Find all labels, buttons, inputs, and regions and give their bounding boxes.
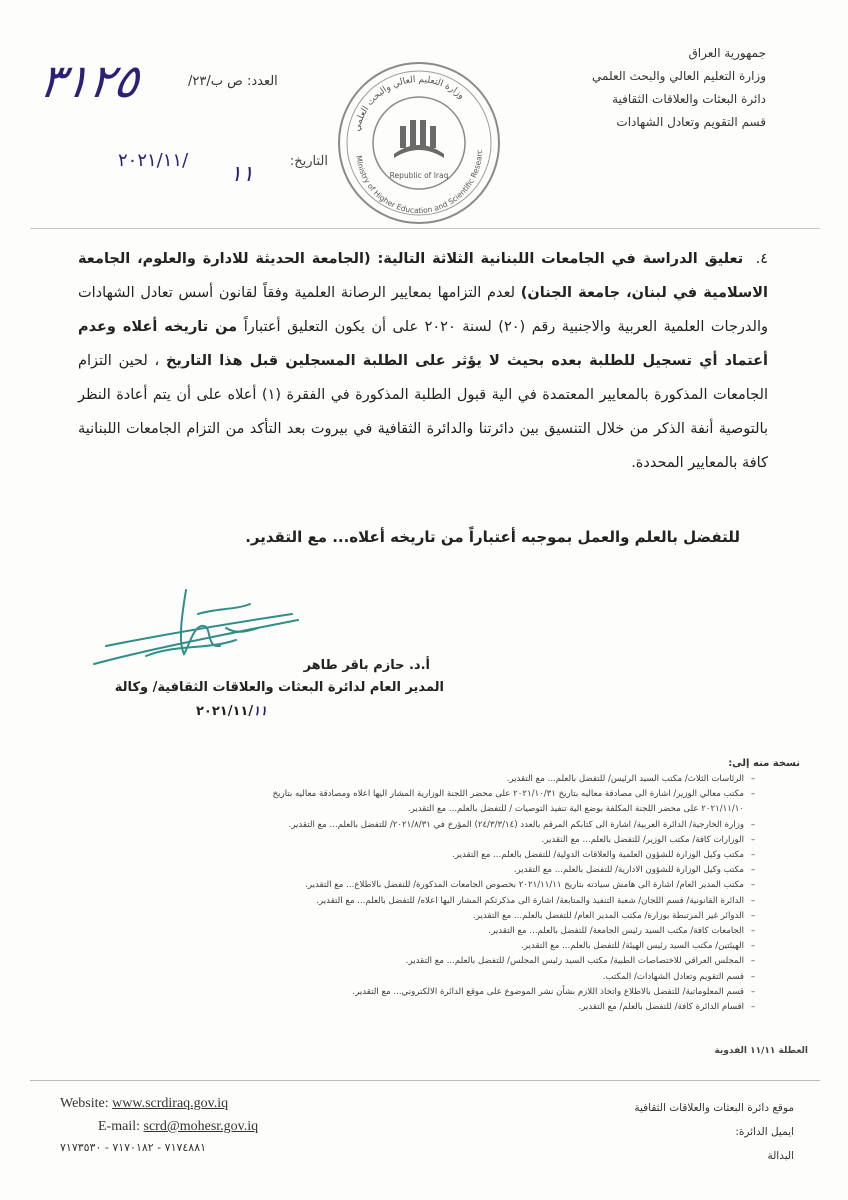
footer-phones: ٧١٧٤٨٨١ - ٧١٧٠١٨٢ - ٧١٧٣٥٣٠ <box>60 1141 207 1154</box>
footer-email-label-ar: ايميل الدائرة: <box>735 1126 794 1138</box>
svg-text:وزارة التعليم العالي والبحث ال: وزارة التعليم العالي والبحث العلمي <box>352 74 466 133</box>
ministry-seal <box>336 60 502 226</box>
copy-item: –الدائرة القانونية/ قسم اللجان/ شعبة التنفيذ والمتابعة/ اشارة الى مذكرتكم المشار اليها اعلاه/ للتفضل بالعلم... مع التقدير. <box>316 895 756 906</box>
letterhead-country: جمهورية العراق <box>688 46 766 60</box>
header-divider <box>30 228 820 229</box>
signature-date-hand: ١١ <box>253 704 268 719</box>
date-value: ٢٠٢١/١١/ <box>118 150 189 171</box>
copy-item-continued: ٢٠٢١/١١/١٠ على محضر اللجنة المكلفة بوضع الية تنفيذ التوصيات / للتفضل بالعلم... مع التقدير. <box>407 804 744 815</box>
seal-icon <box>336 60 502 226</box>
date-handwritten: ١١ <box>230 162 254 187</box>
signature-date <box>196 704 336 719</box>
website-label: Website: <box>60 1096 109 1111</box>
copy-item: –قسم التقويم وتعادل الشهادات/ المكتب. <box>602 971 756 982</box>
copy-item: –الوزارات كافة/ مكتب الوزير/ للتفضل بالعلم... مع التقدير. <box>541 834 756 845</box>
signatory-name: أ.د. حازم باقر طاهر <box>303 658 430 673</box>
copies-heading: نسخة منه إلى: <box>728 758 800 769</box>
seal-country-text: Republic of Iraq <box>389 171 449 180</box>
copy-item: –الدوائر غير المرتبطة بوزارة/ مكتب المدير العام/ للتفضل بالعلم... مع التقدير. <box>473 910 756 921</box>
letterhead <box>466 42 766 134</box>
reference-label: العدد: ص ب/٢٣/ <box>188 74 278 89</box>
copy-item: –مكتب وكيل الوزارة للشؤون العلمية والعلاقات الدولية/ للتفضل بالعلم... مع التقدير. <box>452 850 756 861</box>
email-label: E-mail: <box>98 1119 140 1134</box>
reference-handwritten: ٣١٢٥ <box>36 54 143 108</box>
letterhead-ministry: وزارة التعليم العالي والبحث العلمي <box>592 69 766 83</box>
signatory-title: المدير العام لدائرة البعثات والعلاقات الثقافية/ وكالة <box>114 680 444 695</box>
copy-item: –الهيئتين/ مكتب السيد رئيس الهيئة/ للتفضل بالعلم... مع التقدير. <box>521 941 756 952</box>
copy-item: –المجلس العراقي للاختصاصات الطبية/ مكتب السيد رئيس المجلس/ للتفضل بالعلم... مع التقدير. <box>405 956 756 967</box>
body-paragraph <box>78 242 768 480</box>
copy-item: –مكتب معالي الوزير/ اشارة الى مصادقة معاليه بتاريخ ٢٠٢١/١٠/٣١ على محضر اللجنة الوزارية المشار اليها اعلاه ومصادقة معاليه بتاريخ <box>272 789 756 800</box>
svg-text:Ministry of Higher Education a: Ministry of Higher Education and Scientific Researc <box>354 149 485 216</box>
website-link[interactable]: www.scrdiraq.gov.iq <box>112 1096 229 1111</box>
letterhead-directorate: دائرة البعثات والعلاقات الثقافية <box>612 92 766 106</box>
copy-item: –وزارة الخارجية/ الدائرة العربية/ اشارة الى كتابكم المرقم بالعدد (٢٤/٣/٣/١٤) المؤرخ في ٢٠٢١/٨/٣١/ للتفضل بالعلم... مع التقدير. <box>288 819 756 830</box>
paragraph-number: ٤. <box>755 251 768 267</box>
footer-email-row <box>60 1115 360 1138</box>
body-part-1: تعليق الدراسة في الجامعات اللبنانية الثلاثة التالية: <box>370 251 744 267</box>
email-link[interactable]: scrd@mohesr.gov.iq <box>143 1119 259 1134</box>
copies-footnote: العطلة ١١/١١ الفدوية <box>714 1046 808 1056</box>
copy-item: –اقسام الدائرة كافة/ للتفضل بالعلم/ مع التقدير. <box>578 1002 756 1013</box>
body-part-2: لعدم التزامها بمعايير الرصانة العلمية وفقاً لقانون أسس تعادل الشهادات والدرجات العلمية العربية والاجنبية رقم (٢٠) لسنة ٢٠٢٠ على أن يكون التعليق أعتباراً <box>78 285 768 335</box>
footer-labels <box>534 1096 794 1168</box>
footer-website-label-ar: موقع دائرة البعثات والعلاقات الثقافية <box>634 1102 794 1114</box>
copy-item: –مكتب المدير العام/ اشارة الى هامش سيادته بتاريخ ٢٠٢١/١١/١١ بخصوص الجامعات المذكورة/ للتفضل بالاطلاع... مع التقدير. <box>305 880 756 891</box>
letterhead-department: قسم التقويم وتعادل الشهادات <box>616 115 766 129</box>
letter-date <box>118 150 328 187</box>
footer-phone-label-ar: البدالة <box>767 1150 794 1162</box>
body-part-2-bold: من تاريخه أعلاه وعدم أعتماد أي تسجيل للطلبة بعده بحيث لا يؤثر على الطلبة المسجلين قبل هذا التاريخ <box>78 319 769 369</box>
footer-divider <box>30 1080 820 1081</box>
copy-item: –قسم المعلوماتية/ للتفضل بالاطلاع واتخاذ اللازم بشأن نشر الموضوع على موقع الدائرة الالكتروني... مع التقدير. <box>352 986 756 997</box>
reference-number <box>36 54 300 118</box>
body-part-3: ، لحين التزام الجامعات المذكورة بالمعايير المعتمدة في الية قبول الطلبة المذكورة في الفقرة (١) أعلاه على أن يتم أعادة النظر بالتوصية أنفة الذكر من خلال التنسيق بين دائرتنا والدائرة الثقافية في بيروت بعد التأكد من التزام الجامعات اللبنانية كافة بالمعايير المحددة. <box>78 353 768 471</box>
signature-date-prefix: ٢٠٢١/١١/ <box>196 704 254 719</box>
closing-line: للتفضل بالعلم والعمل بموجبه أعتباراً من تاريخه أعلاه... مع التقدير. <box>245 528 740 546</box>
footer-website-row <box>60 1092 360 1115</box>
footer-contacts <box>60 1092 360 1138</box>
copy-item: –الجامعات كافة/ مكتب السيد رئيس الجامعة/ للتفضل بالعلم... مع التقدير. <box>488 926 756 937</box>
copy-item: –الرئاسات الثلاث/ مكتب السيد الرئيس/ للتفضل بالعلم... مع التقدير. <box>506 774 756 784</box>
date-label: التاريخ: <box>289 154 328 169</box>
copy-item: –مكتب وكيل الوزارة للشؤون الادارية/ للتفضل بالعلم... مع التقدير. <box>513 865 756 876</box>
copies-list <box>86 772 762 1015</box>
body-universities: (الجامعة الحديثة للادارة والعلوم، الجامعة الاسلامية في لبنان، جامعة الجنان) <box>78 251 769 301</box>
